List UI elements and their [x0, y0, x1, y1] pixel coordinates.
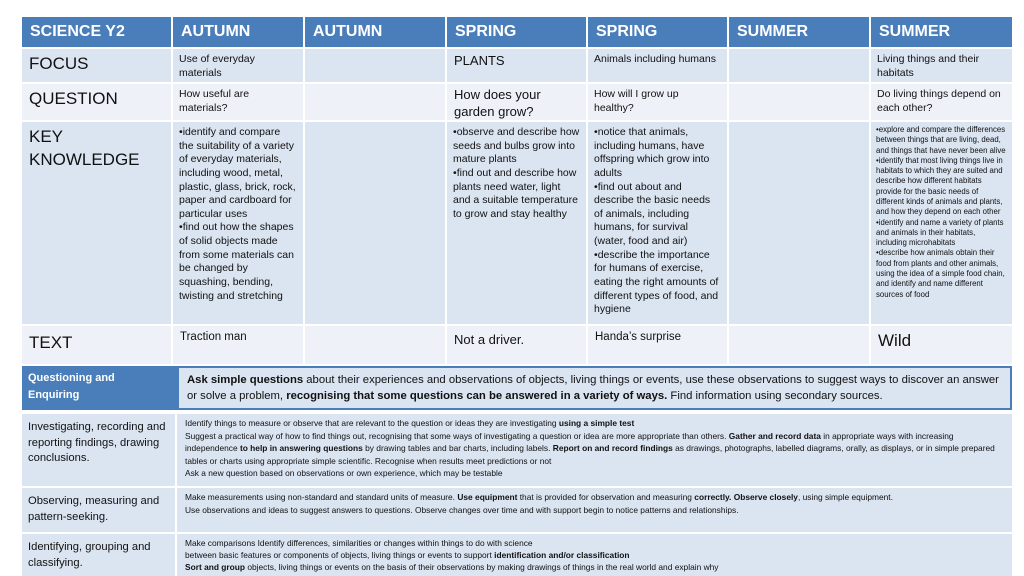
key-knowledge-cell-empty [305, 122, 445, 324]
bullet-item: • notice that animals, including humans, have offspring which grow into adults [594, 126, 721, 181]
focus-cell: Use of everyday materials [173, 49, 303, 82]
question-cell: How useful are materials? [173, 84, 303, 120]
key-knowledge-cell [447, 122, 586, 324]
skill-line: Sort and group objects, living things or events on the basis of their observations by making drawings of things in the real world and explain why [185, 562, 719, 573]
row-label-key-knowledge [22, 122, 171, 324]
key-knowledge-cell-empty [729, 122, 869, 324]
text-cell: Traction man [173, 326, 303, 364]
key-knowledge-cell [173, 122, 303, 324]
question-cell: How does your garden grow? [447, 84, 586, 120]
focus-cell [305, 49, 445, 82]
skill-text-identifying [177, 532, 1012, 576]
bullet-item: • describe how animals obtain their food from plants and other animals, using the idea of a simple food chain, and identify and name different sources of food [876, 248, 1007, 299]
skill-line: Make comparisons Identify differences, similarities or changes within things to do with science [185, 538, 533, 548]
skill-line: Suggest a practical way of how to find things out, recognising that some ways of investigating a question or idea are more appropriate than others. Gather and record data in appropriate ways with increasing independence to help in answering questions by drawing tables and bar charts, including labels. Report on and record findings as drawings, photographs, labelled diagrams, orally, as displays, or in simple prepared tables or charts using appropriate simple scientific. Recognise when results meet predictions or not [185, 430, 995, 466]
row-label-text: TEXT [22, 326, 171, 364]
bullet-item: • identify and compare the suitability of a variety of everyday materials, including wood, metal, plastic, glass, brick, rock, paper and cardboard for particular uses [179, 126, 297, 221]
skill-line: Use observations and ideas to suggest answers to questions. Observe changes over time and with support begin to notice patterns and relationships. [185, 504, 739, 515]
text-cell: Handa’s surprise [588, 326, 727, 364]
skill-text-observing [177, 486, 1012, 532]
bullet-item: • explore and compare the differences between things that are living, dead, and things that have never been alive [876, 125, 1007, 156]
skill-label-observing: Observing, measuring and pattern-seeking. [22, 486, 175, 532]
bullet-item: • describe the importance for humans of exercise, eating the right amounts of different types of food, and hygiene [594, 249, 721, 317]
focus-cell: PLANTS [447, 49, 586, 82]
text-cell: Wild [871, 326, 1012, 364]
key-knowledge-cell [871, 122, 1012, 324]
bullet-item: • observe and describe how seeds and bulbs grow into mature plants [453, 126, 580, 167]
key-label-line2: KNOWLEDGE [29, 149, 140, 169]
focus-cell: Animals including humans [588, 49, 727, 82]
row-label-focus: FOCUS [22, 49, 171, 82]
question-cell [729, 84, 869, 120]
text-cell: Not a driver. [447, 326, 586, 364]
skill-label-investigating: Investigating, recording and reporting findings, drawing conclusions. [22, 414, 175, 486]
key-label-line1: KEY [29, 127, 64, 146]
skill-line: Identify things to measure or observe that are relevant to the question or ideas they are investigating using a simple test [185, 418, 635, 428]
header-spring-2: SPRING [588, 17, 727, 47]
row-label-question: QUESTION [22, 84, 171, 120]
header-autumn-2: AUTUMN [305, 17, 445, 47]
header-spring-1: SPRING [447, 17, 586, 47]
bullet-item: • find out how the shapes of solid objects made from some materials can be changed by squashing, bending, twisting and stretching [179, 221, 297, 303]
skill-label-identifying: Identifying, grouping and classifying. [22, 532, 175, 576]
bullet-item: • identify that most living things live in habitats to which they are suited and describe how different habitats provide for the basic needs of different kinds of animals and plants, and how they depend on each other [876, 156, 1007, 218]
header-summer-2: SUMMER [871, 17, 1012, 47]
text-cell-empty [305, 326, 445, 364]
header-science-y2: SCIENCE Y2 [22, 17, 171, 47]
question-cell: Do living things depend on each other? [871, 84, 1012, 120]
bullet-item: • find out about and describe the basic needs of animals, including humans, for survival (water, food and air) [594, 181, 721, 249]
bullet-item: • find out and describe how plants need water, light and a suitable temperature to grow and stay healthy [453, 167, 580, 222]
question-cell: How will I grow up healthy? [588, 84, 727, 120]
header-autumn-1: AUTUMN [173, 17, 303, 47]
focus-cell: Living things and their habitats [871, 49, 1012, 82]
skill-line: Make measurements using non-standard and standard units of measure. Use equipment that is provided for observation and measuring correctly. Observe closely, using simple equipment. [185, 492, 893, 502]
key-knowledge-cell [588, 122, 727, 324]
skill-label-questioning: Questioning and Enquiring [22, 366, 175, 410]
skill-text-investigating [177, 414, 1012, 486]
header-summer-1: SUMMER [729, 17, 869, 47]
skill-text-questioning: Ask simple questions about their experiences and observations of objects, living things or events, use these observations to suggest ways to discover an answer or solve a problem, recognising that some questions can be answered in a variety of ways. Find information using secondary sources. [179, 368, 1010, 408]
bullet-item: • identify and name a variety of plants and animals in their habitats, including microhabitats [876, 218, 1007, 249]
focus-cell [729, 49, 869, 82]
text-cell-empty [729, 326, 869, 364]
skill-line: Ask a new question based on observations or own experience, which may be testable [185, 468, 503, 479]
skill-line: between basic features or components of objects, living things or events to support identification and/or classification [185, 550, 630, 561]
question-cell [305, 84, 445, 120]
